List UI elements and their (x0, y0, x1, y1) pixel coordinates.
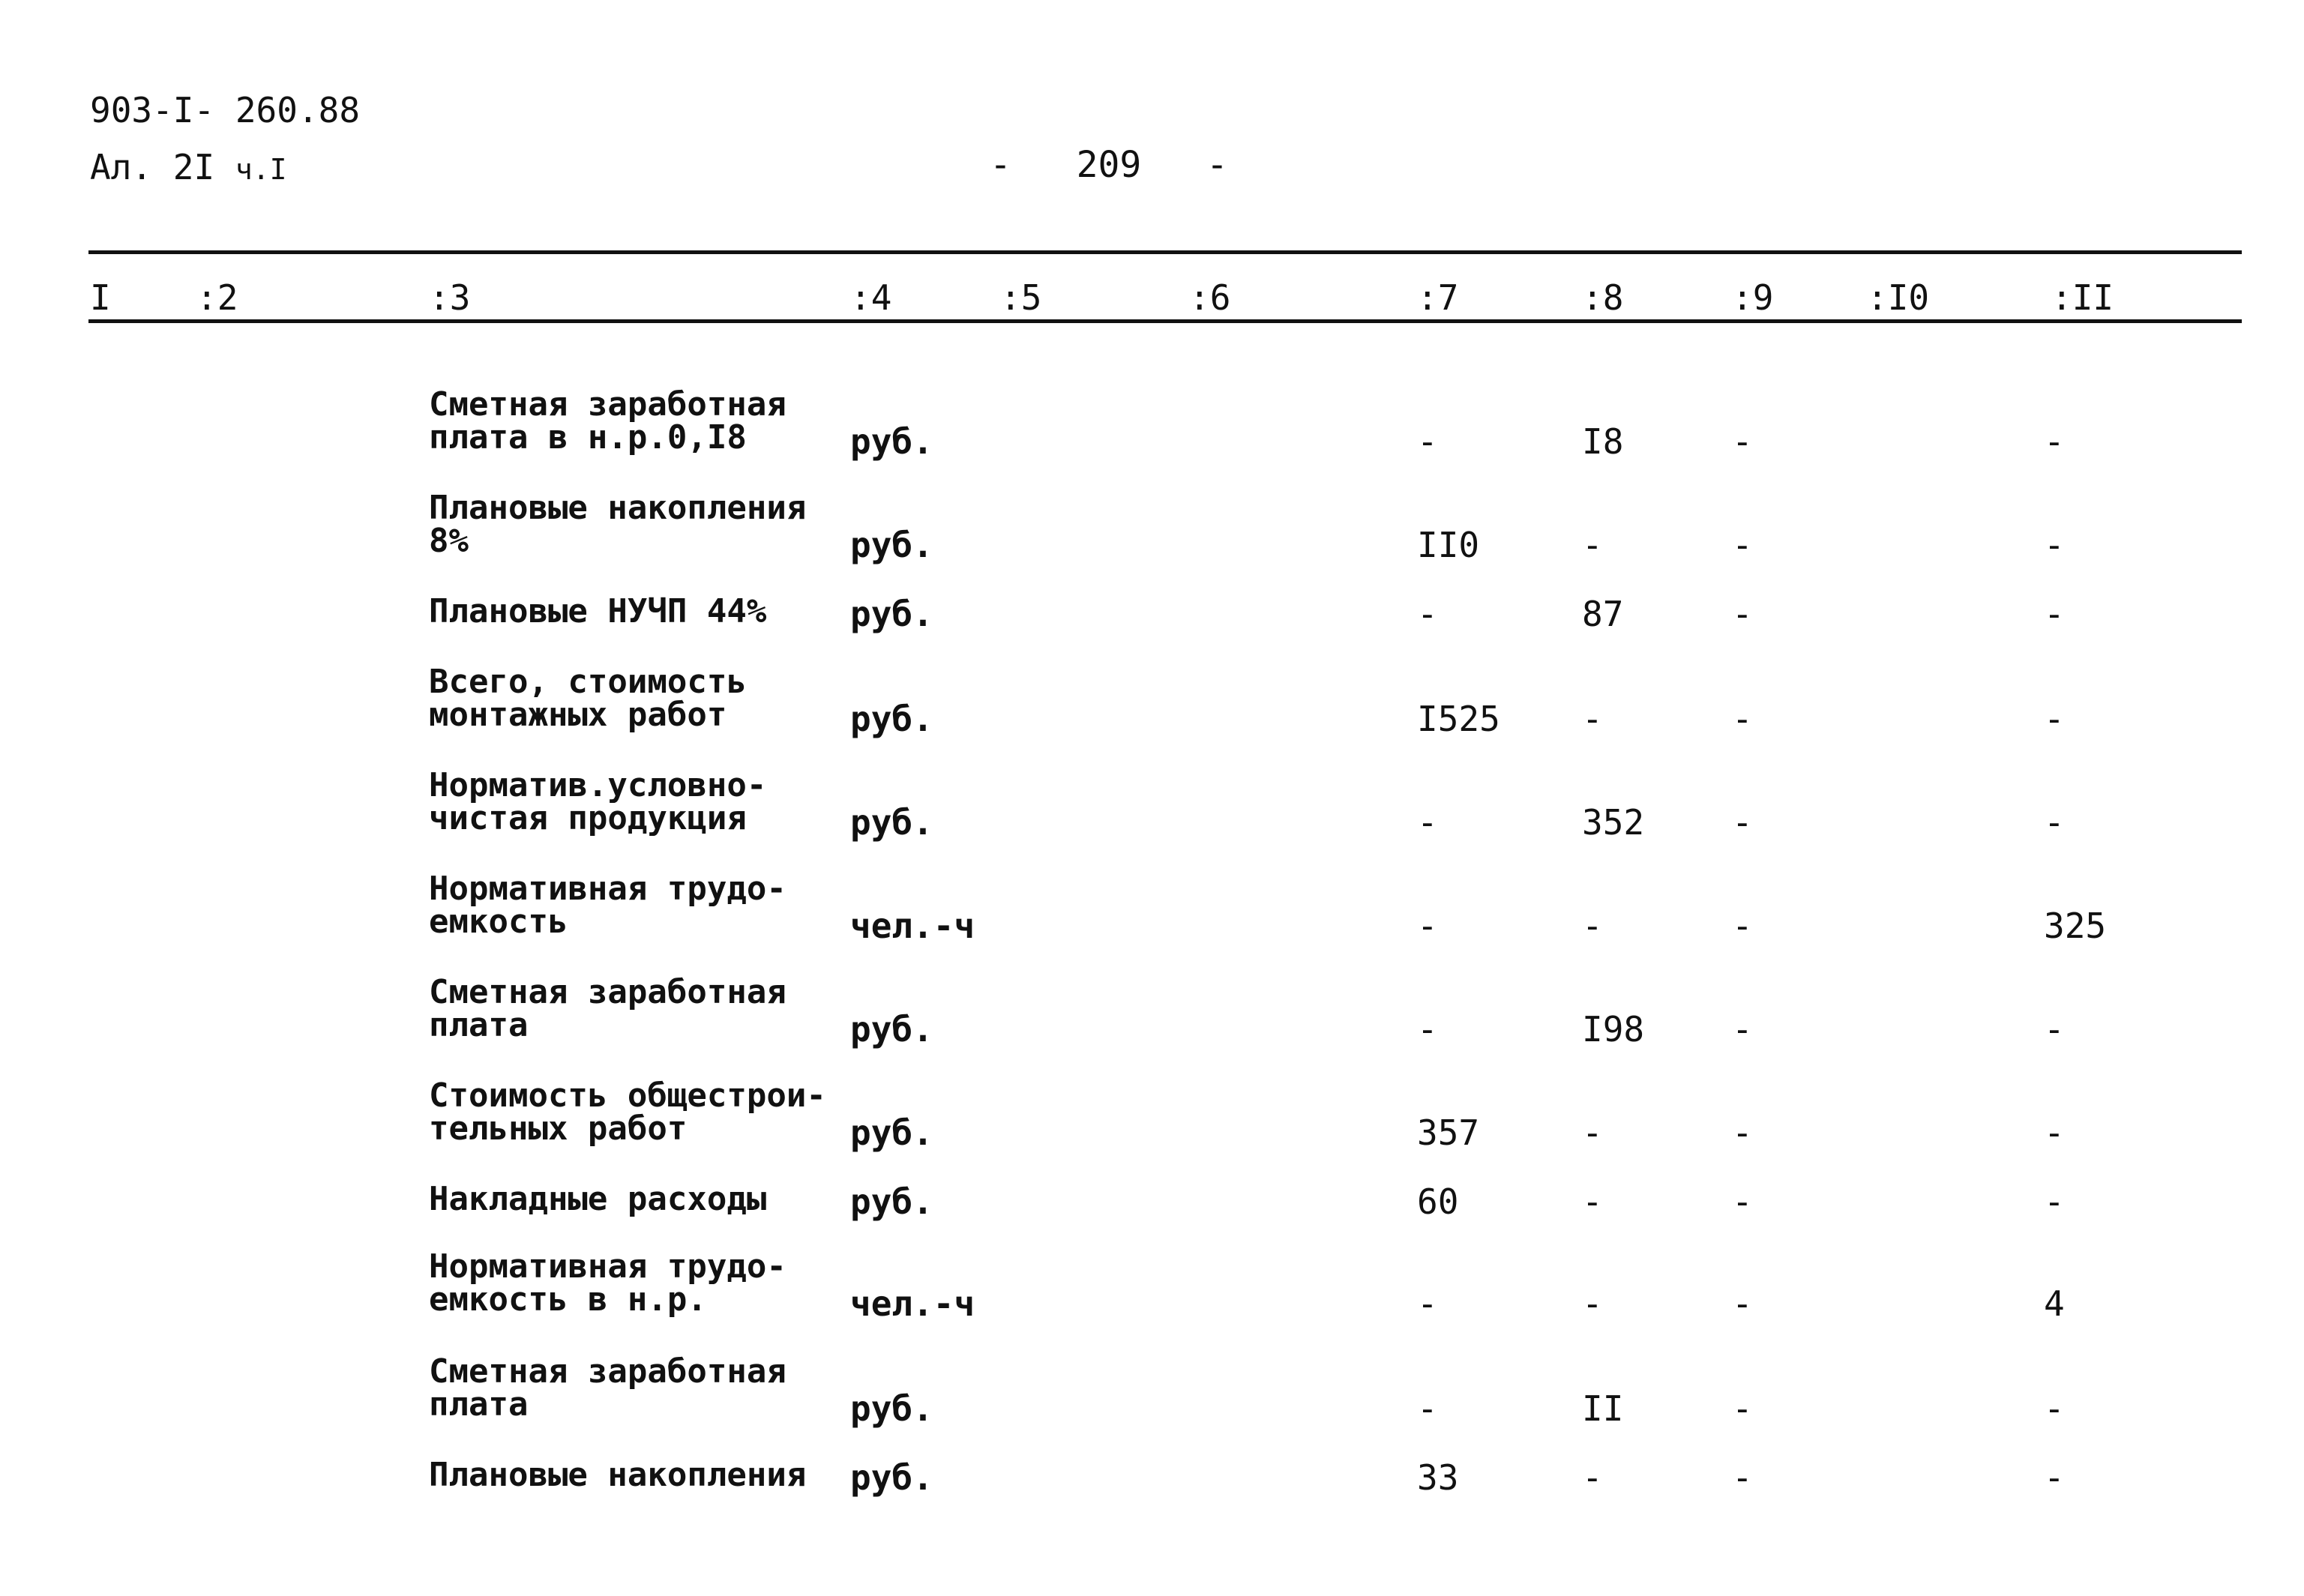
document-code: 903-I- 260.88 (90, 90, 361, 130)
row-col9: - (1732, 594, 1753, 634)
row-col8: 87 (1582, 594, 1624, 634)
row-col11: - (2044, 525, 2065, 565)
row-col9: - (1732, 1457, 1753, 1498)
column-header-6: :6 (1189, 277, 1231, 318)
row-col9: - (1732, 1388, 1753, 1429)
row-col7: - (1417, 802, 1438, 843)
row-col9: - (1732, 1009, 1753, 1050)
row-col11: - (2044, 1181, 2065, 1222)
row-unit: чел.-ч (850, 1283, 975, 1324)
row-name: Нормативная трудо- емкость (429, 870, 786, 941)
row-col11: - (2044, 1457, 2065, 1498)
row-col8: - (1582, 1112, 1603, 1153)
row-col7: 357 (1417, 1112, 1480, 1153)
row-col11: - (2044, 594, 2065, 634)
row-col7: - (1417, 421, 1438, 462)
table-header-rule (88, 319, 2242, 323)
page-number: - 209 - (990, 144, 1228, 186)
row-unit: руб. (850, 525, 933, 565)
row-col8: 352 (1582, 802, 1645, 843)
row-col8: - (1582, 525, 1603, 565)
sheet-part: ч.I (235, 153, 287, 186)
row-unit: руб. (850, 421, 933, 462)
sheet-reference (90, 147, 287, 187)
sheet-prefix: Ал. 2I (90, 147, 215, 187)
row-col8: - (1582, 699, 1603, 739)
row-col7: - (1417, 1388, 1438, 1429)
row-name: Плановые накопления 8% (429, 489, 807, 560)
row-name: Всего, стоимость монтажных работ (429, 663, 747, 734)
column-header-10: :I0 (1867, 277, 1930, 318)
column-header-8: :8 (1582, 277, 1624, 318)
column-header-5: :5 (1000, 277, 1042, 318)
row-name: Сметная заработная плата в н.р.0,I8 (429, 385, 786, 457)
row-col7: 60 (1417, 1181, 1459, 1222)
column-header-11: :II (2051, 277, 2114, 318)
row-unit: руб. (850, 594, 933, 634)
row-col11: 325 (2044, 906, 2107, 946)
row-unit: чел.-ч (850, 906, 975, 946)
column-header-4: :4 (850, 277, 892, 318)
row-name: Нормативная трудо- емкость в н.р. (429, 1247, 786, 1319)
row-col11: 4 (2044, 1283, 2065, 1324)
row-col11: - (2044, 1112, 2065, 1153)
row-col9: - (1732, 1112, 1753, 1153)
column-header-3: :3 (429, 277, 471, 318)
row-name: Сметная заработная плата (429, 1352, 786, 1424)
row-name: Сметная заработная плата (429, 973, 786, 1044)
row-col11: - (2044, 421, 2065, 462)
column-header-9: :9 (1732, 277, 1774, 318)
row-unit: руб. (850, 1181, 933, 1222)
row-col8: - (1582, 1283, 1603, 1324)
row-col8: - (1582, 1181, 1603, 1222)
row-col7: - (1417, 1283, 1438, 1324)
row-unit: руб. (850, 1112, 933, 1153)
row-col8: I8 (1582, 421, 1624, 462)
row-col7: I525 (1417, 699, 1500, 739)
row-unit: руб. (850, 1388, 933, 1429)
row-col7: 33 (1417, 1457, 1459, 1498)
column-header-1: I (90, 277, 111, 318)
row-name: Плановые НУЧП 44% (429, 592, 767, 630)
row-unit: руб. (850, 699, 933, 739)
row-name: Норматив.условно- чистая продукция (429, 766, 767, 837)
row-col7: - (1417, 1009, 1438, 1050)
row-name: Стоимость общестрои- тельных работ (429, 1076, 826, 1148)
row-name: Накладные расходы (429, 1180, 767, 1218)
row-col9: - (1732, 906, 1753, 946)
row-col8: - (1582, 1457, 1603, 1498)
row-col8: - (1582, 906, 1603, 946)
row-unit: руб. (850, 1009, 933, 1050)
row-col9: - (1732, 699, 1753, 739)
table-top-rule (88, 250, 2242, 254)
row-col9: - (1732, 525, 1753, 565)
row-col8: II (1582, 1388, 1624, 1429)
row-col7: II0 (1417, 525, 1480, 565)
row-col11: - (2044, 1388, 2065, 1429)
row-unit: руб. (850, 802, 933, 843)
row-col11: - (2044, 1009, 2065, 1050)
row-col8: I98 (1582, 1009, 1645, 1050)
row-col9: - (1732, 802, 1753, 843)
column-header-7: :7 (1417, 277, 1459, 318)
row-col9: - (1732, 1283, 1753, 1324)
row-col7: - (1417, 906, 1438, 946)
row-name: Плановые накопления (429, 1456, 807, 1494)
row-col9: - (1732, 1181, 1753, 1222)
row-col11: - (2044, 699, 2065, 739)
row-col7: - (1417, 594, 1438, 634)
column-header-2: :2 (196, 277, 238, 318)
row-col9: - (1732, 421, 1753, 462)
row-col11: - (2044, 802, 2065, 843)
row-unit: руб. (850, 1457, 933, 1498)
